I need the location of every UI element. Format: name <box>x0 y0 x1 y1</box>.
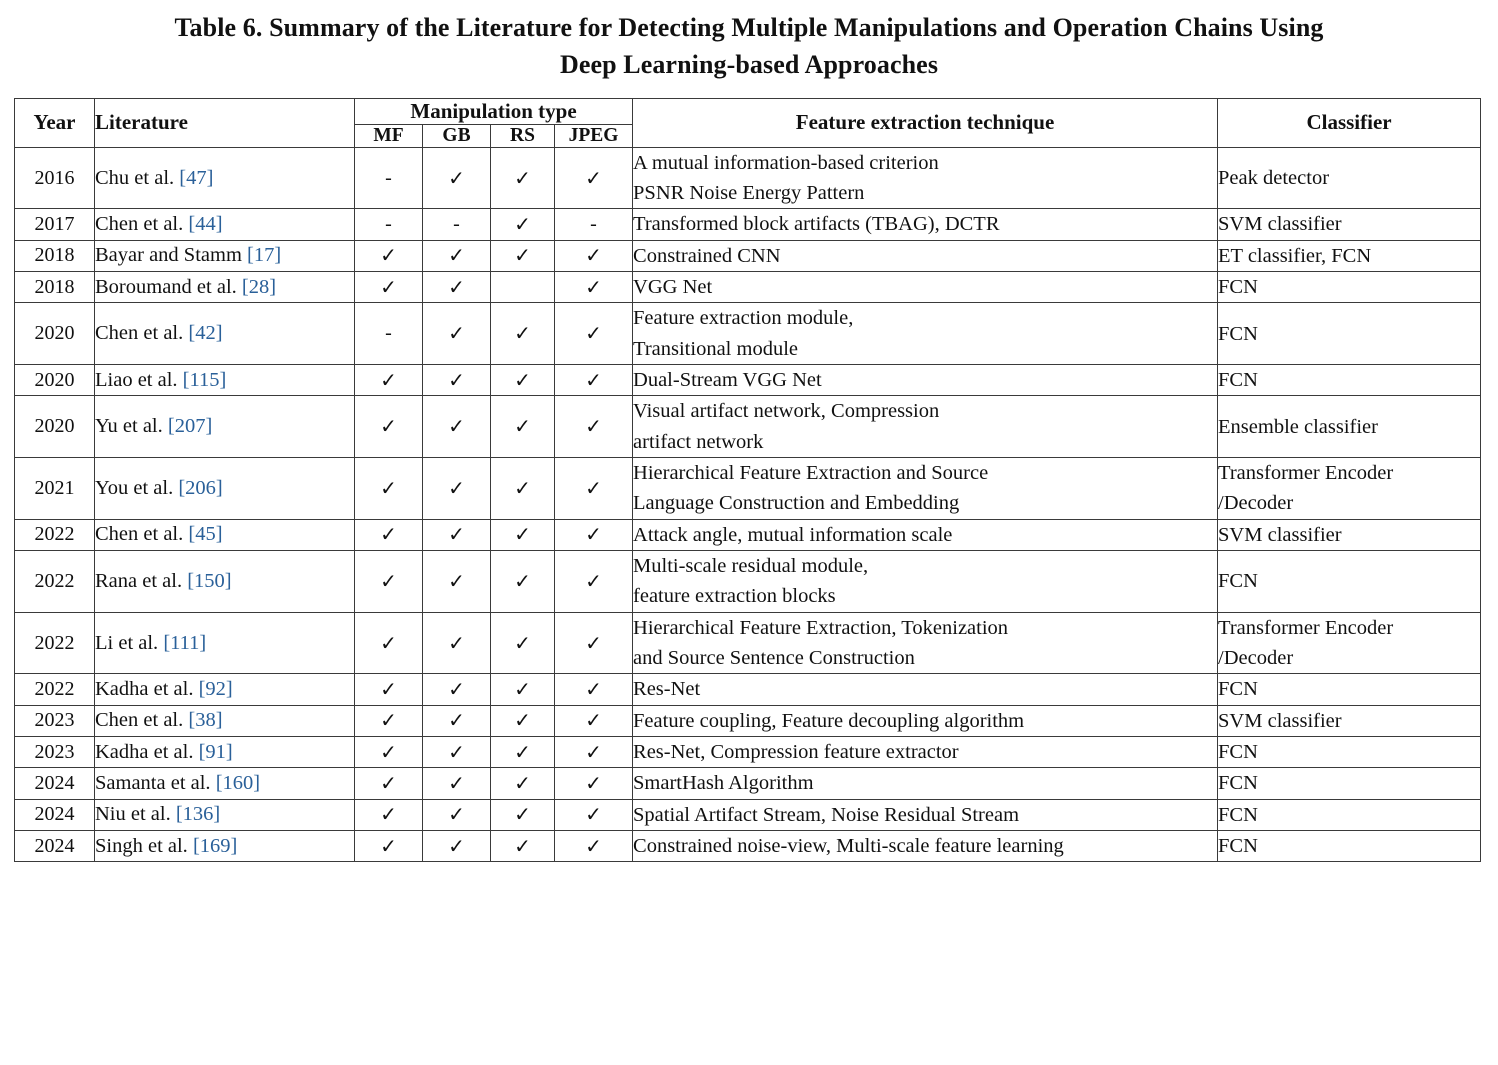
reference-link[interactable]: [136] <box>175 803 221 826</box>
header-row-1 <box>15 98 1481 124</box>
literature-table <box>14 98 1481 863</box>
literature-author: Boroumand et al. <box>95 275 242 298</box>
cell-gb: ✓ <box>423 303 491 365</box>
table-row <box>15 551 1481 613</box>
cell-classifier <box>1218 240 1481 271</box>
cell-year: 2020 <box>15 396 95 458</box>
cell-jpeg: ✓ <box>555 551 633 613</box>
cell-rs: ✓ <box>491 240 555 271</box>
table-row <box>15 737 1481 768</box>
cell-rs: ✓ <box>491 799 555 830</box>
feature-line: Feature coupling, Feature decoupling algorithm <box>633 709 1025 732</box>
cell-jpeg: ✓ <box>555 831 633 862</box>
reference-link[interactable]: [17] <box>247 244 282 267</box>
feature-line: Constrained noise-view, Multi-scale feature learning <box>633 835 1064 858</box>
feature-line: SmartHash Algorithm <box>633 772 814 795</box>
reference-link[interactable]: [115] <box>182 368 227 391</box>
cell-feature-extraction <box>633 209 1218 240</box>
feature-line: Spatial Artifact Stream, Noise Residual Stream <box>633 803 1020 826</box>
literature-author: Kadha et al. <box>95 740 199 763</box>
cell-jpeg: ✓ <box>555 272 633 303</box>
cell-classifier <box>1218 209 1481 240</box>
classifier-line: Transformer Encoder <box>1218 462 1394 485</box>
cell-year: 2020 <box>15 365 95 396</box>
cell-classifier <box>1218 396 1481 458</box>
cell-classifier <box>1218 831 1481 862</box>
classifier-line: FCN <box>1218 322 1258 345</box>
cell-literature <box>95 831 355 862</box>
cell-mf: ✓ <box>355 519 423 550</box>
cell-literature <box>95 737 355 768</box>
classifier-line: FCN <box>1218 741 1258 764</box>
cell-feature-extraction <box>633 831 1218 862</box>
table-row <box>15 674 1481 705</box>
cell-jpeg: ✓ <box>555 519 633 550</box>
cell-year: 2020 <box>15 303 95 365</box>
literature-author: Samanta et al. <box>95 772 216 795</box>
literature-author: Chu et al. <box>95 166 180 189</box>
cell-literature <box>95 209 355 240</box>
table-row <box>15 209 1481 240</box>
cell-year: 2022 <box>15 674 95 705</box>
cell-rs: ✓ <box>491 365 555 396</box>
cell-gb: ✓ <box>423 396 491 458</box>
cell-rs: ✓ <box>491 737 555 768</box>
cell-rs: ✓ <box>491 674 555 705</box>
cell-mf: ✓ <box>355 737 423 768</box>
cell-classifier <box>1218 272 1481 303</box>
feature-line: artifact network <box>633 430 764 453</box>
table-row <box>15 612 1481 674</box>
cell-mf: ✓ <box>355 396 423 458</box>
feature-line: Constrained CNN <box>633 244 781 267</box>
feature-line: Attack angle, mutual information scale <box>633 523 953 546</box>
table-row <box>15 303 1481 365</box>
reference-link[interactable]: [169] <box>192 834 238 857</box>
cell-mf: ✓ <box>355 272 423 303</box>
caption-line-2: Deep Learning-based Approaches <box>559 49 939 79</box>
cell-mf: ✓ <box>355 799 423 830</box>
cell-year: 2024 <box>15 799 95 830</box>
table-caption <box>14 10 1484 84</box>
cell-gb: ✓ <box>423 612 491 674</box>
cell-classifier <box>1218 147 1481 209</box>
literature-author: Liao et al. <box>95 368 183 391</box>
cell-rs: ✓ <box>491 396 555 458</box>
cell-year: 2016 <box>15 147 95 209</box>
table-row <box>15 768 1481 799</box>
cell-jpeg: ✓ <box>555 674 633 705</box>
table-body <box>15 147 1481 862</box>
cell-feature-extraction <box>633 674 1218 705</box>
cell-jpeg: ✓ <box>555 396 633 458</box>
feature-line: Transformed block artifacts (TBAG), DCTR <box>633 213 1000 236</box>
literature-author: Li et al. <box>95 631 164 654</box>
classifier-line: ET classifier, FCN <box>1218 244 1372 267</box>
cell-jpeg: ✓ <box>555 240 633 271</box>
cell-jpeg: - <box>555 209 633 240</box>
table-row <box>15 147 1481 209</box>
cell-year: 2018 <box>15 272 95 303</box>
cell-literature <box>95 458 355 520</box>
feature-line: Hierarchical Feature Extraction, Tokenization <box>633 616 1009 639</box>
reference-link[interactable]: [45] <box>188 523 223 546</box>
cell-literature <box>95 768 355 799</box>
cell-year: 2022 <box>15 519 95 550</box>
cell-gb: ✓ <box>423 799 491 830</box>
cell-classifier <box>1218 551 1481 613</box>
cell-rs: ✓ <box>491 768 555 799</box>
cell-gb: ✓ <box>423 674 491 705</box>
classifier-line: /Decoder <box>1218 492 1294 515</box>
table-row <box>15 705 1481 736</box>
literature-author: Kadha et al. <box>95 678 199 701</box>
column-header-jpeg: JPEG <box>555 124 633 147</box>
classifier-line: SVM classifier <box>1218 213 1342 236</box>
cell-gb: ✓ <box>423 147 491 209</box>
cell-gb: ✓ <box>423 240 491 271</box>
reference-link[interactable]: [42] <box>188 322 223 345</box>
reference-link[interactable]: [38] <box>188 709 223 732</box>
cell-feature-extraction <box>633 458 1218 520</box>
reference-link[interactable]: [160] <box>215 772 261 795</box>
cell-year: 2024 <box>15 768 95 799</box>
table-row <box>15 240 1481 271</box>
cell-rs: ✓ <box>491 612 555 674</box>
cell-jpeg: ✓ <box>555 147 633 209</box>
cell-mf: ✓ <box>355 551 423 613</box>
cell-jpeg: ✓ <box>555 612 633 674</box>
cell-gb: ✓ <box>423 519 491 550</box>
cell-literature <box>95 365 355 396</box>
cell-gb: ✓ <box>423 705 491 736</box>
table-row <box>15 799 1481 830</box>
classifier-line: FCN <box>1218 276 1258 299</box>
table-head <box>15 98 1481 147</box>
column-header-classifier: Classifier <box>1218 98 1481 147</box>
classifier-line: FCN <box>1218 369 1258 392</box>
reference-link[interactable]: [111] <box>163 631 207 654</box>
cell-rs <box>491 272 555 303</box>
literature-author: Yu et al. <box>95 415 168 438</box>
cell-feature-extraction <box>633 799 1218 830</box>
cell-literature <box>95 303 355 365</box>
cell-gb: ✓ <box>423 551 491 613</box>
table-row <box>15 458 1481 520</box>
cell-classifier <box>1218 303 1481 365</box>
cell-literature <box>95 519 355 550</box>
cell-jpeg: ✓ <box>555 799 633 830</box>
cell-jpeg: ✓ <box>555 768 633 799</box>
cell-classifier <box>1218 737 1481 768</box>
cell-year: 2023 <box>15 737 95 768</box>
cell-year: 2022 <box>15 612 95 674</box>
classifier-line: Transformer Encoder <box>1218 616 1394 639</box>
feature-line: Feature extraction module, <box>633 307 854 330</box>
cell-feature-extraction <box>633 551 1218 613</box>
classifier-line: FCN <box>1218 678 1258 701</box>
cell-classifier <box>1218 768 1481 799</box>
feature-line: and Source Sentence Construction <box>633 647 915 670</box>
cell-jpeg: ✓ <box>555 458 633 520</box>
cell-gb: ✓ <box>423 768 491 799</box>
feature-line: Res-Net, Compression feature extractor <box>633 741 959 764</box>
feature-line: A mutual information-based criterion <box>633 151 939 174</box>
column-header-rs: RS <box>491 124 555 147</box>
cell-year: 2022 <box>15 551 95 613</box>
cell-mf: ✓ <box>355 240 423 271</box>
classifier-line: FCN <box>1218 835 1258 858</box>
table-row <box>15 519 1481 550</box>
feature-line: Res-Net <box>633 678 701 701</box>
classifier-line: FCN <box>1218 772 1258 795</box>
classifier-line: FCN <box>1218 803 1258 826</box>
cell-mf: ✓ <box>355 365 423 396</box>
reference-link[interactable]: [91] <box>198 740 233 763</box>
reference-link[interactable]: [92] <box>198 678 233 701</box>
cell-feature-extraction <box>633 737 1218 768</box>
classifier-line: SVM classifier <box>1218 523 1342 546</box>
cell-feature-extraction <box>633 705 1218 736</box>
cell-mf: ✓ <box>355 768 423 799</box>
column-header-gb: GB <box>423 124 491 147</box>
classifier-line: Peak detector <box>1218 166 1330 189</box>
cell-jpeg: ✓ <box>555 737 633 768</box>
cell-mf: - <box>355 303 423 365</box>
cell-rs: ✓ <box>491 551 555 613</box>
cell-literature <box>95 272 355 303</box>
cell-jpeg: ✓ <box>555 365 633 396</box>
cell-gb: ✓ <box>423 831 491 862</box>
feature-line: VGG Net <box>633 276 713 299</box>
cell-mf: - <box>355 147 423 209</box>
cell-mf: - <box>355 209 423 240</box>
cell-mf: ✓ <box>355 458 423 520</box>
cell-rs: ✓ <box>491 458 555 520</box>
cell-gb: - <box>423 209 491 240</box>
cell-feature-extraction <box>633 365 1218 396</box>
reference-link[interactable]: [207] <box>167 415 213 438</box>
cell-feature-extraction <box>633 303 1218 365</box>
cell-year: 2018 <box>15 240 95 271</box>
classifier-line: SVM classifier <box>1218 709 1342 732</box>
table-row <box>15 272 1481 303</box>
cell-feature-extraction <box>633 768 1218 799</box>
literature-author: Chen et al. <box>95 709 189 732</box>
cell-classifier <box>1218 519 1481 550</box>
cell-gb: ✓ <box>423 737 491 768</box>
cell-mf: ✓ <box>355 612 423 674</box>
literature-author: Chen et al. <box>95 213 189 236</box>
table-row <box>15 365 1481 396</box>
literature-author: Chen et al. <box>95 523 189 546</box>
cell-gb: ✓ <box>423 458 491 520</box>
cell-feature-extraction <box>633 240 1218 271</box>
cell-year: 2023 <box>15 705 95 736</box>
reference-link[interactable]: [44] <box>188 213 223 236</box>
feature-line: Multi-scale residual module, <box>633 555 869 578</box>
cell-classifier <box>1218 674 1481 705</box>
cell-feature-extraction <box>633 396 1218 458</box>
column-header-feature-extraction: Feature extraction technique <box>633 98 1218 147</box>
cell-rs: ✓ <box>491 831 555 862</box>
cell-classifier <box>1218 799 1481 830</box>
cell-literature <box>95 612 355 674</box>
cell-year: 2021 <box>15 458 95 520</box>
cell-rs: ✓ <box>491 209 555 240</box>
feature-line: Transitional module <box>633 337 798 360</box>
cell-mf: ✓ <box>355 705 423 736</box>
literature-author: Chen et al. <box>95 322 189 345</box>
literature-author: Singh et al. <box>95 834 193 857</box>
cell-gb: ✓ <box>423 272 491 303</box>
feature-line: PSNR Noise Energy Pattern <box>633 182 865 205</box>
classifier-line: /Decoder <box>1218 647 1294 670</box>
feature-line: feature extraction blocks <box>633 585 836 608</box>
cell-classifier <box>1218 458 1481 520</box>
column-header-mf: MF <box>355 124 423 147</box>
cell-rs: ✓ <box>491 147 555 209</box>
reference-link[interactable]: [206] <box>178 476 223 499</box>
classifier-line: FCN <box>1218 570 1258 593</box>
cell-classifier <box>1218 705 1481 736</box>
cell-classifier <box>1218 612 1481 674</box>
column-header-literature: Literature <box>95 98 355 147</box>
cell-literature <box>95 396 355 458</box>
cell-year: 2017 <box>15 209 95 240</box>
reference-link[interactable]: [150] <box>187 569 232 592</box>
cell-rs: ✓ <box>491 303 555 365</box>
feature-line: Visual artifact network, Compression <box>633 400 940 423</box>
table-row <box>15 396 1481 458</box>
cell-mf: ✓ <box>355 831 423 862</box>
cell-feature-extraction <box>633 147 1218 209</box>
literature-author: You et al. <box>95 476 179 499</box>
column-header-year: Year <box>15 98 95 147</box>
caption-line-1: Table 6. Summary of the Literature for Detecting Multiple Manipulations and Operation Chains Using <box>174 13 1324 42</box>
feature-line: Language Construction and Embedding <box>633 492 960 515</box>
feature-line: Dual-Stream VGG Net <box>633 369 822 392</box>
cell-jpeg: ✓ <box>555 303 633 365</box>
cell-feature-extraction <box>633 519 1218 550</box>
cell-feature-extraction <box>633 272 1218 303</box>
cell-rs: ✓ <box>491 519 555 550</box>
cell-literature <box>95 705 355 736</box>
feature-line: Hierarchical Feature Extraction and Source <box>633 462 989 485</box>
literature-author: Bayar and Stamm <box>95 244 248 267</box>
column-header-manipulation-type: Manipulation type <box>355 98 633 124</box>
cell-mf: ✓ <box>355 674 423 705</box>
cell-literature <box>95 674 355 705</box>
table-row <box>15 831 1481 862</box>
cell-jpeg: ✓ <box>555 705 633 736</box>
cell-literature <box>95 799 355 830</box>
classifier-line: Ensemble classifier <box>1218 415 1378 438</box>
reference-link[interactable]: [47] <box>179 166 214 189</box>
cell-literature <box>95 551 355 613</box>
cell-rs: ✓ <box>491 705 555 736</box>
cell-literature <box>95 147 355 209</box>
cell-gb: ✓ <box>423 365 491 396</box>
cell-literature <box>95 240 355 271</box>
literature-author: Rana et al. <box>95 569 188 592</box>
reference-link[interactable]: [28] <box>241 275 277 298</box>
cell-feature-extraction <box>633 612 1218 674</box>
cell-year: 2024 <box>15 831 95 862</box>
literature-author: Niu et al. <box>95 803 176 826</box>
cell-classifier <box>1218 365 1481 396</box>
